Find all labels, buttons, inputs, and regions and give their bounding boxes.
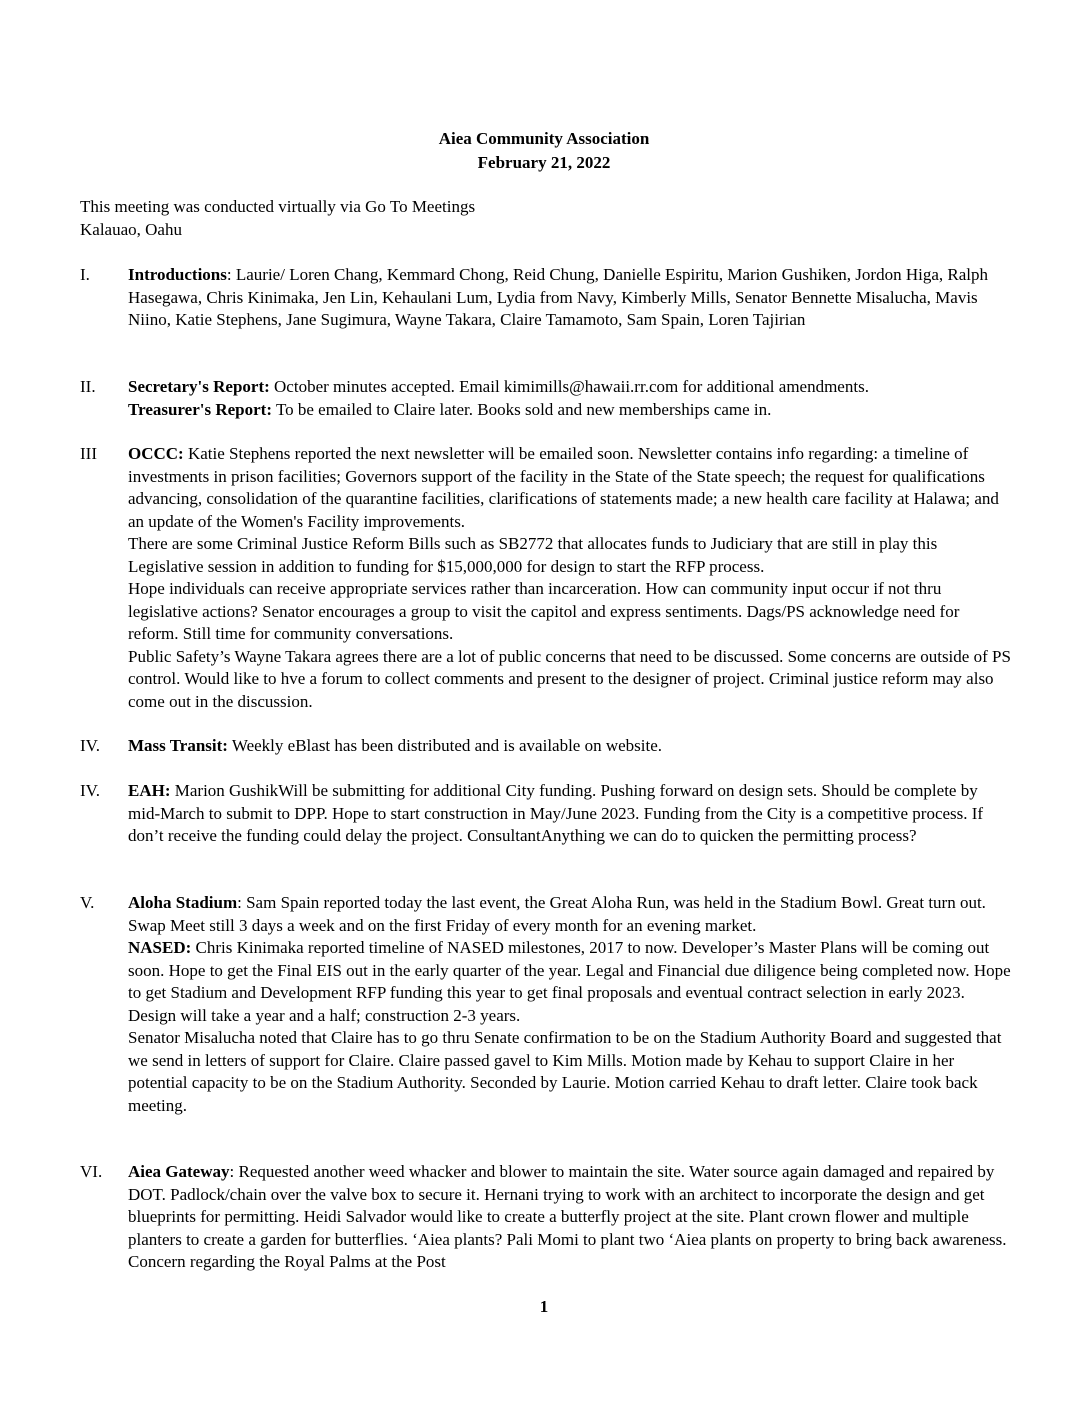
nased-text: Chris Kinimaka reported timeline of NASED milestones, 2017 to now. Developer’s Master Plans will be coming out soon. Hope to get the Final EIS out in the early quarter of the year. Legal and Financial due diligence being completed now. Hope to get Stadium and Development RFP funding this year to get final proposals and eventual contract selection in early 2023. Design will take a year and a half; construction 2-3 years. xyxy=(128,938,1011,1025)
title-date: February 21, 2022 xyxy=(477,153,611,172)
treasurer-text: To be emailed to Claire later. Books sold and new memberships came in. xyxy=(272,399,772,419)
section-body xyxy=(128,892,1012,1117)
section-number: VI. xyxy=(80,1162,103,1181)
section-text: : Laurie/ Loren Chang, Kemmard Chong, Reid Chung, Danielle Espiritu, Marion Gushiken, Jordon Higa, Ralph Hasegawa, Chris Kinimaka, Jen Lin, Kehaulani Lum, Lydia from Navy, Kimberly Mills, Senator Bennette Misalucha, Mavis Niino, Katie Stephens, Jane Sugimura, Wayne Takara, Claire Tamamoto, Sam Spain, Loren Tajirian xyxy=(128,265,988,329)
section-number: V. xyxy=(80,893,95,912)
section-heading: Introductions xyxy=(128,265,227,284)
section-number: IV. xyxy=(80,781,100,800)
section-text: Weekly eBlast has been distributed and is available on website. xyxy=(227,736,663,755)
section-text: : Sam Spain reported today the last event, the Great Aloha Run, was held in the Stadium Bowl. Great turn out. Swap Meet still 3 days a week and on the first Friday of every month for an evening market. xyxy=(128,893,986,935)
section-paragraph: Public Safety’s Wayne Takara agrees there are a lot of public concerns that need to be discussed. Some concerns are outside of PS control. Would like to hve a forum to collect comments and present to the designer of project. Criminal justice reform may also come out in the discussion. xyxy=(128,646,1011,711)
section-paragraph xyxy=(128,892,1012,937)
intro-line-2: Kalauao, Oahu xyxy=(80,219,182,239)
section-paragraph xyxy=(128,937,1012,1027)
section-text: October minutes accepted. Email kimimills@hawaii.rr.com for additional amendments. xyxy=(269,377,869,396)
section-paragraph xyxy=(128,1161,1012,1274)
section-text: : Requested another weed whacker and blower to maintain the site. Water source again damaged and repaired by DOT. Padlock/chain over the valve box to secure it. Hernani trying to work with an architect to incorporate the design and get blueprints for permitting. Heidi Salvador would like to create a butterfly project at the site. Plant crown flower and multiple planters to create a garden for butterflies. ‘Aiea plants? Pali Momi to plant two ‘Aiea plants on property to bring back awareness. Concern regarding the Royal Palms at the Post xyxy=(128,1162,1007,1271)
section-paragraph: Hope individuals can receive appropriate services rather than incarceration. How can community input occur if not thru legislative actions? Senator encourages a group to visit the capitol and express sentiments. Dags/PS acknowledge need for reform. Still time for community conversations. xyxy=(128,579,960,643)
section-paragraph xyxy=(128,399,1012,422)
section-number: IV. xyxy=(80,736,100,755)
section-body xyxy=(128,443,1012,713)
section-body xyxy=(128,264,1012,332)
section-paragraph xyxy=(128,735,1012,758)
section-heading: Mass Transit: xyxy=(128,736,228,755)
intro-line-1: This meeting was conducted virtually via Go To Meetings xyxy=(80,197,476,216)
section-heading: Aloha Stadium xyxy=(128,893,238,912)
section-text: Katie Stephens reported the next newsletter will be emailed soon. Newsletter contains info regarding: a timeline of investments in prison facilities; Governors support of the facility in the State of the State speech; the request for qualifications advancing, consolidation of the quarantine facilities, clarifications of statements made; a new health care facility at Halawa; and an update of the Women's Facility improvements. xyxy=(128,444,999,531)
section-paragraph: Senator Misalucha noted that Claire has to go thru Senate confirmation to be on the Stadium Authority Board and suggested that we send in letters of support for Claire. Claire passed gavel to Kim Mills. Motion made by Kehau to support Claire in her potential capacity to be on the Stadium Authority. Seconded by Laurie. Motion carried Kehau to draft letter. Claire took back meeting. xyxy=(128,1028,1002,1115)
page-number: 1 xyxy=(539,1297,549,1316)
section-heading: OCCC: xyxy=(128,444,184,463)
section-heading: Secretary's Report: xyxy=(128,377,270,396)
treasurer-heading: Treasurer's Report: xyxy=(128,399,272,419)
section-paragraph xyxy=(128,376,1012,399)
section-body xyxy=(128,735,1012,758)
title-organization: Aiea Community Association xyxy=(438,129,650,148)
section-heading: EAH: xyxy=(128,781,171,800)
nased-heading: NASED: xyxy=(128,938,192,957)
section-number: III xyxy=(80,444,97,463)
section-text: Marion GushikWill be submitting for additional City funding. Pushing forward on design sets. Should be complete by mid-March to submit to DPP. Hope to start construction in May/June 2023. Funding from the City is a competitive process. If don’t receive the funding could delay the project. ConsultantAnything we can do to quicken the permitting process? xyxy=(128,781,984,845)
section-paragraph xyxy=(128,780,1012,848)
section-number: I. xyxy=(80,265,90,284)
section-paragraph xyxy=(128,443,1012,533)
section-body xyxy=(128,780,1012,848)
section-paragraph xyxy=(128,264,1012,332)
document-title xyxy=(0,128,1088,176)
section-number: II. xyxy=(80,377,96,396)
section-body xyxy=(128,1161,1012,1274)
section-paragraph: There are some Criminal Justice Reform Bills such as SB2772 that allocates funds to Judiciary that are still in play this Legislative session in addition to funding for $15,000,000 for design to start the RFP process. xyxy=(128,534,938,576)
section-heading: Aiea Gateway xyxy=(128,1162,230,1181)
meeting-intro xyxy=(80,196,1010,241)
section-body xyxy=(128,376,1012,421)
